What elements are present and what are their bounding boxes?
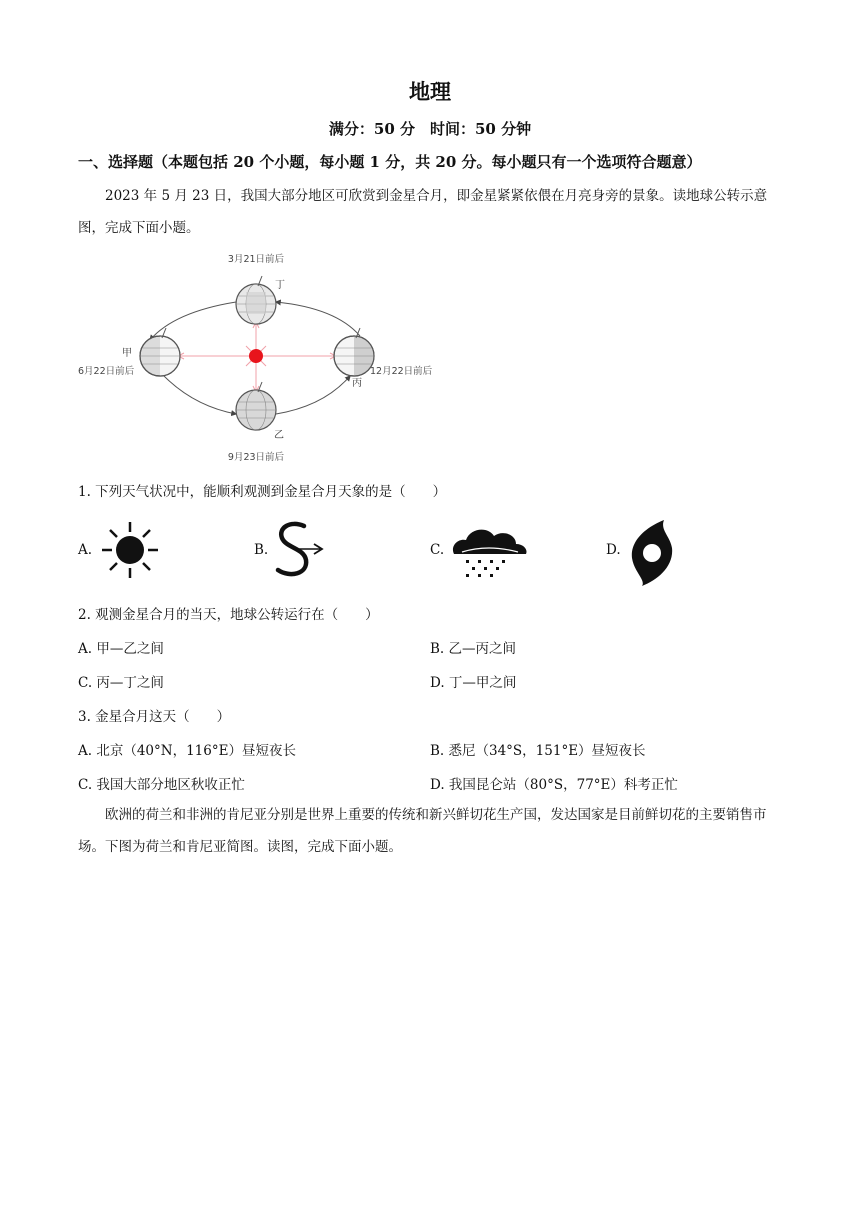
page-title: 地理	[409, 79, 451, 104]
orbit-arc	[164, 376, 236, 414]
date-label-march: 3月21日前后	[227, 254, 285, 265]
q3-option-d[interactable]: D. 我国昆仑站（80°S，77°E）科考正忙	[430, 777, 678, 793]
q2-option-a[interactable]: A. 甲—乙之间	[78, 641, 164, 657]
orbit-arc	[276, 302, 360, 336]
question-1-stem: 1. 下列天气状况中，能顺利观测到金星合月天象的是（ ）	[78, 484, 447, 500]
orbit-arc	[150, 302, 236, 340]
intro-paragraph-2: 欧洲的荷兰和非洲的肯尼亚分别是世界上重要的传统和新兴鲜切花生产国，发达国家是目前鲜切花的主要销售市场。下图为荷兰和肯尼亚简图。读图，完成下面小题。	[78, 807, 767, 855]
earth-revolution-diagram	[74, 246, 444, 468]
sunny-icon	[98, 518, 162, 582]
q3-option-c[interactable]: C. 我国大部分地区秋收正忙	[78, 777, 245, 793]
position-label-yi: 乙	[274, 430, 284, 441]
q1-option-b[interactable]	[254, 518, 354, 588]
question-2-stem: 2. 观测金星合月的当天，地球公转运行在（ ）	[78, 607, 379, 623]
q3-option-a[interactable]: A. 北京（40°N，116°E）昼短夜长	[78, 743, 296, 759]
q2-option-d[interactable]: D. 丁—甲之间	[430, 675, 517, 691]
q2-option-b[interactable]: B. 乙—丙之间	[430, 641, 517, 657]
orbit-arc	[276, 376, 350, 414]
date-label-june: 6月22日前后	[78, 366, 135, 377]
option-letter: B.	[254, 542, 269, 558]
intro-paragraph-1: 2023 年 5 月 23 日，我国大部分地区可欣赏到金星合月，即金星紧紧依偎在月亮身旁的景象。读地球公转示意图，完成下面小题。	[78, 188, 768, 236]
exam-info: 满分：50 分 时间：50 分钟	[328, 120, 532, 138]
snow-cloud-icon	[448, 520, 530, 580]
q1-option-a[interactable]	[78, 518, 178, 588]
date-label-september: 9月23日前后	[227, 452, 285, 463]
typhoon-icon	[624, 518, 680, 586]
earth-position-bing	[334, 328, 374, 376]
position-label-ding: 丁	[275, 280, 285, 291]
wind-direction-icon	[270, 518, 330, 582]
date-label-december: 12月22日前后	[370, 366, 433, 377]
q1-option-c[interactable]	[430, 518, 540, 588]
q2-option-c[interactable]: C. 丙—丁之间	[78, 675, 164, 691]
question-3-stem: 3. 金星合月这天（ ）	[78, 709, 231, 725]
earth-position-jia	[140, 328, 180, 376]
q1-option-d[interactable]	[606, 518, 706, 588]
option-letter: C.	[430, 542, 445, 558]
position-label-jia: 甲	[122, 348, 132, 359]
position-label-bing: 丙	[352, 378, 362, 389]
sun-icon	[249, 349, 263, 363]
section-heading: 一、选择题（本题包括 20 个小题，每小题 1 分，共 20 分。每小题只有一个选项符合题意）	[78, 153, 702, 171]
option-letter: A.	[78, 542, 93, 558]
q3-option-b[interactable]: B. 悉尼（34°S，151°E）昼短夜长	[430, 743, 646, 759]
earth-position-ding	[236, 276, 276, 324]
option-letter: D.	[606, 542, 621, 558]
